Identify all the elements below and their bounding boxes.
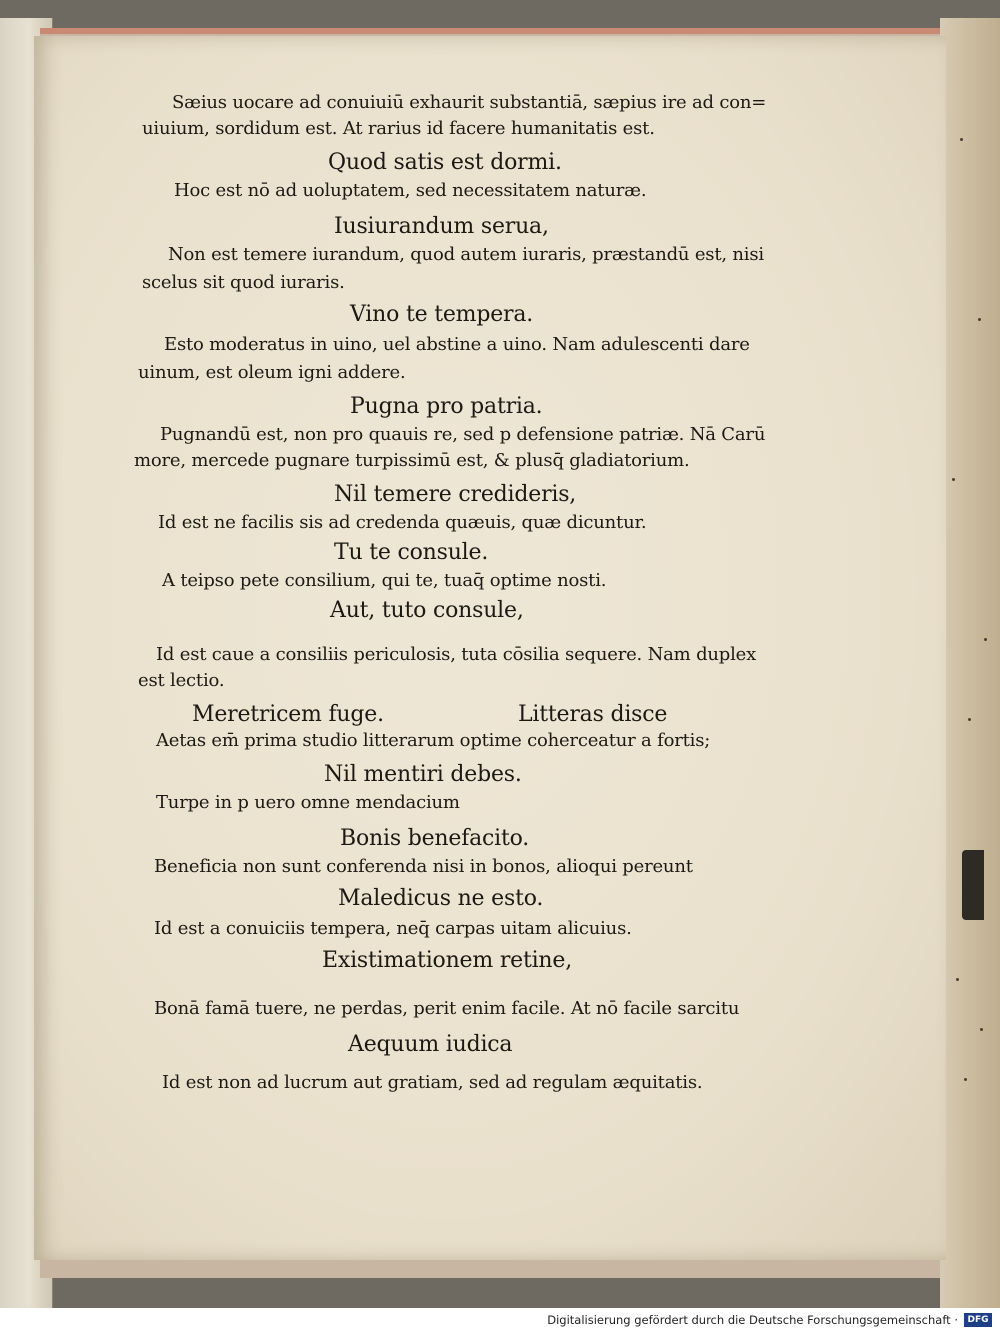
text-line: Non est temere iurandum, quod autem iuraris, præstandū est, nisi xyxy=(168,244,764,265)
dfg-logo: DFG xyxy=(964,1313,992,1327)
heading: Pugna pro patria. xyxy=(350,394,543,419)
text-line: Id est non ad lucrum aut gratiam, sed ad regulam æquitatis. xyxy=(162,1072,703,1093)
text-line: Esto moderatus in uino, uel abstine a uino. Nam adulescenti dare xyxy=(164,334,750,355)
text-line: est lectio. xyxy=(138,670,225,691)
heading: Aequum iudica xyxy=(348,1032,513,1057)
text-line: Sæius uocare ad conuiuiū exhaurit substantiā, sæpius ire ad con= xyxy=(172,92,767,113)
book-page xyxy=(34,36,946,1260)
heading: Bonis benefacito. xyxy=(340,826,530,851)
page-tab-marker xyxy=(962,850,984,920)
text-line: Aetas em̄ prima studio litterarum optime coherceatur a fortis; xyxy=(156,730,711,751)
heading: Tu te consule. xyxy=(334,540,489,565)
text-line: Turpe in p uero omne mendacium xyxy=(156,792,460,813)
heading: Nil temere credideris, xyxy=(334,482,577,507)
heading: Meretricem fuge. xyxy=(192,702,384,727)
heading: Litteras disce xyxy=(518,702,668,727)
text-line: Id est a conuiciis tempera, neq̄ carpas uitam alicuius. xyxy=(154,918,632,939)
heading: Existimationem retine, xyxy=(322,948,573,973)
heading: Maledicus ne esto. xyxy=(338,886,544,911)
text-line: more, mercede pugnare turpissimū est, & plusq̄ gladiatorium. xyxy=(134,450,690,471)
heading: Vino te tempera. xyxy=(350,302,534,327)
text-line: Hoc est nō ad uoluptatem, sed necessitatem naturæ. xyxy=(174,180,647,201)
text-line: Id est ne facilis sis ad credenda quæuis, quæ dicuntur. xyxy=(158,512,647,533)
text-line: Id est caue a consiliis periculosis, tuta cōsilia sequere. Nam duplex xyxy=(156,644,757,665)
heading: Aut, tuto consule, xyxy=(330,598,524,623)
heading: Nil mentiri debes. xyxy=(324,762,522,787)
heading: Quod satis est dormi. xyxy=(328,150,562,175)
cover-board-right xyxy=(940,18,1000,1308)
footer-credit: Digitalisierung gefördert durch die Deutsche Forschungsgemeinschaft · xyxy=(547,1313,958,1327)
text-line: uiuium, sordidum est. At rarius id facere humanitatis est. xyxy=(142,118,655,139)
heading: Iusiurandum serua, xyxy=(334,214,549,239)
text-line: Pugnandū est, non pro quauis re, sed p defensione patriæ. Nā Carū xyxy=(160,424,766,445)
text-line: uinum, est oleum igni addere. xyxy=(138,362,406,383)
text-line: Beneficia non sunt conferenda nisi in bonos, alioqui pereunt xyxy=(154,856,693,877)
text-line: scelus sit quod iuraris. xyxy=(142,272,345,293)
text-line: A teipso pete consilium, qui te, tuaq̄ optime nosti. xyxy=(162,570,607,591)
text-line: Bonā famā tuere, ne perdas, perit enim facile. At nō facile sarcitu xyxy=(154,998,740,1019)
footer-bar xyxy=(0,1308,1000,1333)
